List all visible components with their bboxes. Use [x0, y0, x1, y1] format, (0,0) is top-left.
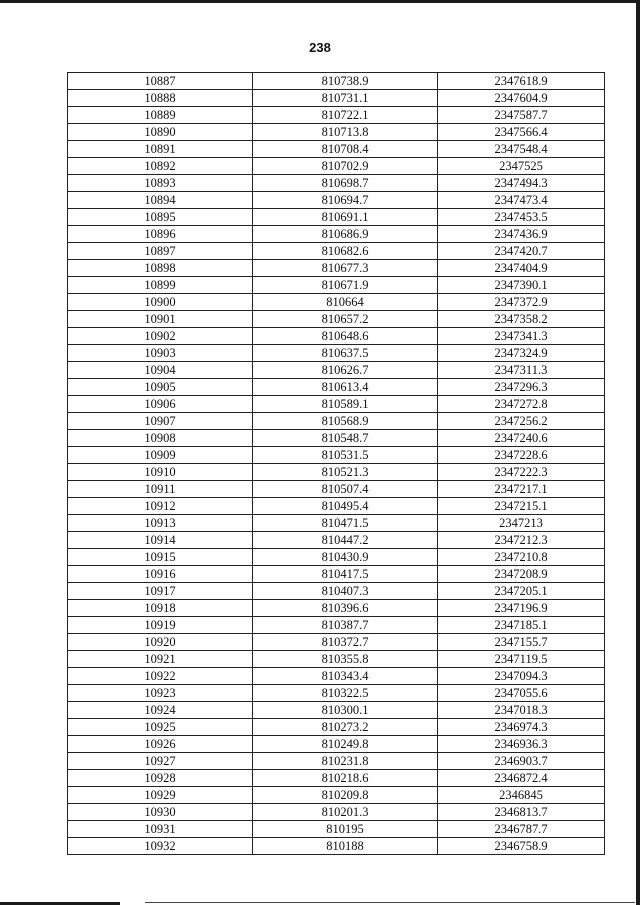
y-coordinate-cell: 2347324.9 — [438, 345, 605, 362]
point-id-cell: 10898 — [68, 260, 253, 277]
x-coordinate-cell: 810626.7 — [253, 362, 438, 379]
table-row — [68, 651, 605, 668]
table-row — [68, 124, 605, 141]
point-id-cell: 10914 — [68, 532, 253, 549]
point-id-cell: 10904 — [68, 362, 253, 379]
table-row — [68, 481, 605, 498]
y-coordinate-cell: 2347018.3 — [438, 702, 605, 719]
coordinates-table — [67, 72, 605, 855]
table-row — [68, 413, 605, 430]
y-coordinate-cell: 2347210.8 — [438, 549, 605, 566]
x-coordinate-cell: 810548.7 — [253, 430, 438, 447]
table-row — [68, 736, 605, 753]
x-coordinate-cell: 810694.7 — [253, 192, 438, 209]
point-id-cell: 10931 — [68, 821, 253, 838]
point-id-cell: 10906 — [68, 396, 253, 413]
y-coordinate-cell: 2347372.9 — [438, 294, 605, 311]
x-coordinate-cell: 810589.1 — [253, 396, 438, 413]
x-coordinate-cell: 810387.7 — [253, 617, 438, 634]
y-coordinate-cell: 2347436.9 — [438, 226, 605, 243]
x-coordinate-cell: 810713.8 — [253, 124, 438, 141]
point-id-cell: 10890 — [68, 124, 253, 141]
point-id-cell: 10894 — [68, 192, 253, 209]
y-coordinate-cell: 2347205.1 — [438, 583, 605, 600]
table-row — [68, 549, 605, 566]
x-coordinate-cell: 810686.9 — [253, 226, 438, 243]
y-coordinate-cell: 2346845 — [438, 787, 605, 804]
x-coordinate-cell: 810396.6 — [253, 600, 438, 617]
x-coordinate-cell: 810722.1 — [253, 107, 438, 124]
y-coordinate-cell: 2347155.7 — [438, 634, 605, 651]
x-coordinate-cell: 810731.1 — [253, 90, 438, 107]
y-coordinate-cell: 2347358.2 — [438, 311, 605, 328]
y-coordinate-cell: 2347213 — [438, 515, 605, 532]
x-coordinate-cell: 810195 — [253, 821, 438, 838]
table-row — [68, 260, 605, 277]
x-coordinate-cell: 810507.4 — [253, 481, 438, 498]
point-id-cell: 10915 — [68, 549, 253, 566]
table-row — [68, 634, 605, 651]
table-row — [68, 668, 605, 685]
y-coordinate-cell: 2346974.3 — [438, 719, 605, 736]
table-row — [68, 294, 605, 311]
table-row — [68, 345, 605, 362]
table-row — [68, 243, 605, 260]
y-coordinate-cell: 2347228.6 — [438, 447, 605, 464]
point-id-cell: 10908 — [68, 430, 253, 447]
point-id-cell: 10925 — [68, 719, 253, 736]
x-coordinate-cell: 810702.9 — [253, 158, 438, 175]
point-id-cell: 10920 — [68, 634, 253, 651]
y-coordinate-cell: 2347453.5 — [438, 209, 605, 226]
y-coordinate-cell: 2347272.8 — [438, 396, 605, 413]
point-id-cell: 10917 — [68, 583, 253, 600]
x-coordinate-cell: 810698.7 — [253, 175, 438, 192]
y-coordinate-cell: 2347494.3 — [438, 175, 605, 192]
table-row — [68, 719, 605, 736]
x-coordinate-cell: 810372.7 — [253, 634, 438, 651]
y-coordinate-cell: 2347404.9 — [438, 260, 605, 277]
point-id-cell: 10905 — [68, 379, 253, 396]
y-coordinate-cell: 2347217.1 — [438, 481, 605, 498]
table-row — [68, 464, 605, 481]
point-id-cell: 10903 — [68, 345, 253, 362]
x-coordinate-cell: 810613.4 — [253, 379, 438, 396]
table-row — [68, 379, 605, 396]
y-coordinate-cell: 2347420.7 — [438, 243, 605, 260]
x-coordinate-cell: 810209.8 — [253, 787, 438, 804]
x-coordinate-cell: 810249.8 — [253, 736, 438, 753]
table-row — [68, 583, 605, 600]
y-coordinate-cell: 2347296.3 — [438, 379, 605, 396]
x-coordinate-cell: 810677.3 — [253, 260, 438, 277]
table-row — [68, 532, 605, 549]
y-coordinate-cell: 2347240.6 — [438, 430, 605, 447]
y-coordinate-cell: 2347208.9 — [438, 566, 605, 583]
y-coordinate-cell: 2347525 — [438, 158, 605, 175]
scan-edge-right — [636, 0, 640, 905]
point-id-cell: 10930 — [68, 804, 253, 821]
table-row — [68, 787, 605, 804]
y-coordinate-cell: 2347566.4 — [438, 124, 605, 141]
point-id-cell: 10900 — [68, 294, 253, 311]
point-id-cell: 10918 — [68, 600, 253, 617]
x-coordinate-cell: 810648.6 — [253, 328, 438, 345]
point-id-cell: 10895 — [68, 209, 253, 226]
point-id-cell: 10922 — [68, 668, 253, 685]
x-coordinate-cell: 810430.9 — [253, 549, 438, 566]
table-row — [68, 192, 605, 209]
x-coordinate-cell: 810568.9 — [253, 413, 438, 430]
x-coordinate-cell: 810447.2 — [253, 532, 438, 549]
point-id-cell: 10901 — [68, 311, 253, 328]
point-id-cell: 10896 — [68, 226, 253, 243]
table-row — [68, 753, 605, 770]
point-id-cell: 10916 — [68, 566, 253, 583]
point-id-cell: 10927 — [68, 753, 253, 770]
y-coordinate-cell: 2347604.9 — [438, 90, 605, 107]
x-coordinate-cell: 810322.5 — [253, 685, 438, 702]
table-row — [68, 277, 605, 294]
table-row — [68, 158, 605, 175]
table-row — [68, 73, 605, 90]
y-coordinate-cell: 2347548.4 — [438, 141, 605, 158]
point-id-cell: 10887 — [68, 73, 253, 90]
x-coordinate-cell: 810682.6 — [253, 243, 438, 260]
table-row — [68, 821, 605, 838]
x-coordinate-cell: 810273.2 — [253, 719, 438, 736]
table-row — [68, 396, 605, 413]
table-row — [68, 141, 605, 158]
y-coordinate-cell: 2346936.3 — [438, 736, 605, 753]
point-id-cell: 10919 — [68, 617, 253, 634]
y-coordinate-cell: 2347212.3 — [438, 532, 605, 549]
table-row — [68, 702, 605, 719]
scan-edge-bottom — [145, 902, 635, 903]
point-id-cell: 10923 — [68, 685, 253, 702]
y-coordinate-cell: 2347119.5 — [438, 651, 605, 668]
table-row — [68, 362, 605, 379]
point-id-cell: 10913 — [68, 515, 253, 532]
table-row — [68, 617, 605, 634]
y-coordinate-cell: 2347256.2 — [438, 413, 605, 430]
point-id-cell: 10912 — [68, 498, 253, 515]
page-number: 238 — [309, 40, 331, 55]
point-id-cell: 10928 — [68, 770, 253, 787]
x-coordinate-cell: 810671.9 — [253, 277, 438, 294]
y-coordinate-cell: 2347055.6 — [438, 685, 605, 702]
y-coordinate-cell: 2347587.7 — [438, 107, 605, 124]
y-coordinate-cell: 2347311.3 — [438, 362, 605, 379]
point-id-cell: 10911 — [68, 481, 253, 498]
table-row — [68, 430, 605, 447]
point-id-cell: 10910 — [68, 464, 253, 481]
point-id-cell: 10897 — [68, 243, 253, 260]
y-coordinate-cell: 2347222.3 — [438, 464, 605, 481]
table-row — [68, 447, 605, 464]
coordinates-table-body — [68, 73, 605, 855]
x-coordinate-cell: 810188 — [253, 838, 438, 855]
x-coordinate-cell: 810300.1 — [253, 702, 438, 719]
point-id-cell: 10888 — [68, 90, 253, 107]
table-row — [68, 328, 605, 345]
table-row — [68, 770, 605, 787]
point-id-cell: 10924 — [68, 702, 253, 719]
y-coordinate-cell: 2347390.1 — [438, 277, 605, 294]
x-coordinate-cell: 810657.2 — [253, 311, 438, 328]
point-id-cell: 10892 — [68, 158, 253, 175]
x-coordinate-cell: 810691.1 — [253, 209, 438, 226]
y-coordinate-cell: 2346872.4 — [438, 770, 605, 787]
table-row — [68, 311, 605, 328]
x-coordinate-cell: 810495.4 — [253, 498, 438, 515]
x-coordinate-cell: 810531.5 — [253, 447, 438, 464]
x-coordinate-cell: 810231.8 — [253, 753, 438, 770]
y-coordinate-cell: 2347196.9 — [438, 600, 605, 617]
x-coordinate-cell: 810201.3 — [253, 804, 438, 821]
point-id-cell: 10909 — [68, 447, 253, 464]
table-row — [68, 566, 605, 583]
x-coordinate-cell: 810407.3 — [253, 583, 438, 600]
table-row — [68, 838, 605, 855]
table-row — [68, 600, 605, 617]
point-id-cell: 10889 — [68, 107, 253, 124]
table-row — [68, 804, 605, 821]
x-coordinate-cell: 810417.5 — [253, 566, 438, 583]
table-row — [68, 90, 605, 107]
scan-edge-top — [0, 0, 640, 3]
table-row — [68, 685, 605, 702]
x-coordinate-cell: 810521.3 — [253, 464, 438, 481]
x-coordinate-cell: 810738.9 — [253, 73, 438, 90]
point-id-cell: 10926 — [68, 736, 253, 753]
y-coordinate-cell: 2346903.7 — [438, 753, 605, 770]
y-coordinate-cell: 2347215.1 — [438, 498, 605, 515]
x-coordinate-cell: 810708.4 — [253, 141, 438, 158]
x-coordinate-cell: 810355.8 — [253, 651, 438, 668]
y-coordinate-cell: 2346758.9 — [438, 838, 605, 855]
y-coordinate-cell: 2347618.9 — [438, 73, 605, 90]
table-row — [68, 515, 605, 532]
table-row — [68, 107, 605, 124]
y-coordinate-cell: 2347341.3 — [438, 328, 605, 345]
table-row — [68, 209, 605, 226]
point-id-cell: 10929 — [68, 787, 253, 804]
x-coordinate-cell: 810218.6 — [253, 770, 438, 787]
point-id-cell: 10902 — [68, 328, 253, 345]
table-row — [68, 498, 605, 515]
point-id-cell: 10907 — [68, 413, 253, 430]
point-id-cell: 10891 — [68, 141, 253, 158]
x-coordinate-cell: 810471.5 — [253, 515, 438, 532]
y-coordinate-cell: 2347185.1 — [438, 617, 605, 634]
point-id-cell: 10893 — [68, 175, 253, 192]
y-coordinate-cell: 2347473.4 — [438, 192, 605, 209]
table-row — [68, 226, 605, 243]
point-id-cell: 10921 — [68, 651, 253, 668]
x-coordinate-cell: 810664 — [253, 294, 438, 311]
y-coordinate-cell: 2346787.7 — [438, 821, 605, 838]
table-row — [68, 175, 605, 192]
x-coordinate-cell: 810343.4 — [253, 668, 438, 685]
y-coordinate-cell: 2346813.7 — [438, 804, 605, 821]
y-coordinate-cell: 2347094.3 — [438, 668, 605, 685]
x-coordinate-cell: 810637.5 — [253, 345, 438, 362]
point-id-cell: 10899 — [68, 277, 253, 294]
point-id-cell: 10932 — [68, 838, 253, 855]
